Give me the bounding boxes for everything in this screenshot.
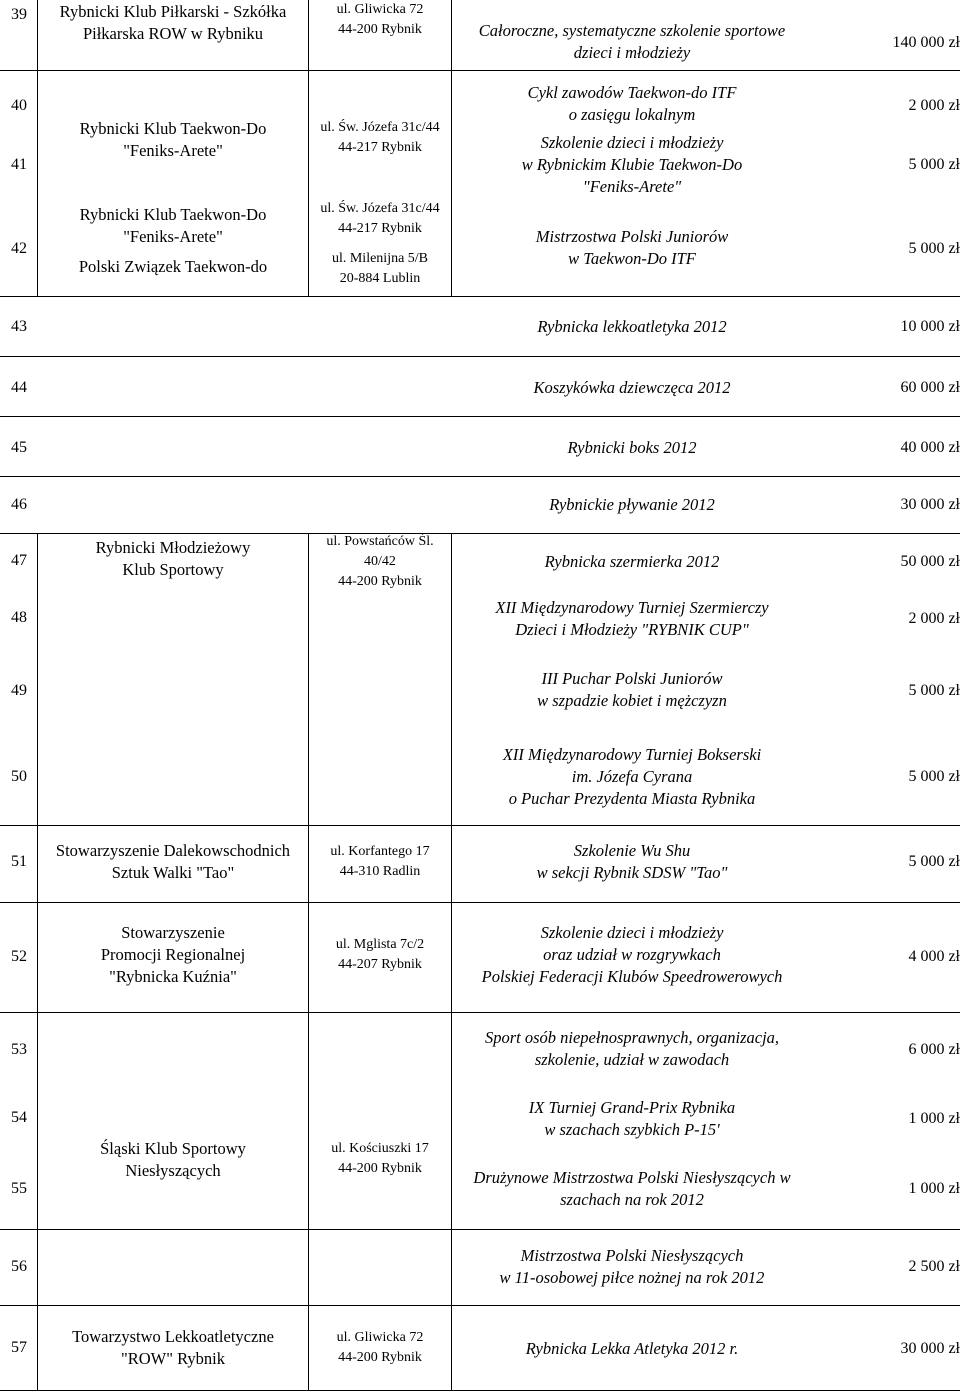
task-title: Szkolenie dzieci i młodzieży w Rybnickim Klubie Taekwon-Do "Feniks-Arete" bbox=[521, 133, 743, 196]
row-divider bbox=[0, 1012, 960, 1013]
grant-amount: 2 500 zł bbox=[908, 1258, 960, 1275]
grant-amount: 6 000 zł bbox=[908, 1041, 960, 1058]
row-divider bbox=[0, 902, 960, 903]
organization-name: Stowarzyszenie Promocji Regionalnej "Rybnicka Kuźnia" bbox=[100, 923, 246, 986]
organization-name: Rybnicki Młodzieżowy Klub Sportowy bbox=[95, 538, 251, 579]
row-divider bbox=[0, 416, 960, 417]
grant-amount: 4 000 zł bbox=[908, 948, 960, 965]
row-number: 57 bbox=[11, 1339, 27, 1356]
task-title: XII Międzynarodowy Turniej Bokserski im. Józefa Cyrana o Puchar Prezydenta Miasta Rybnika bbox=[502, 745, 762, 808]
row-number: 53 bbox=[11, 1041, 27, 1058]
organization-address: ul. Korfantego 17 44-310 Radlin bbox=[330, 844, 430, 879]
row-number: 40 bbox=[11, 97, 27, 114]
row-number: 46 bbox=[11, 496, 27, 513]
task-title: Rybnicka szermierka 2012 bbox=[544, 552, 720, 571]
row-number: 54 bbox=[11, 1109, 27, 1126]
grant-amount: 2 000 zł bbox=[908, 97, 960, 114]
grant-amount: 2 000 zł bbox=[908, 610, 960, 627]
row-number: 45 bbox=[11, 439, 27, 456]
grant-amount: 1 000 zł bbox=[908, 1180, 960, 1197]
task-title: Szkolenie Wu Shu w sekcji Rybnik SDSW "Tao" bbox=[536, 841, 728, 882]
task-title: Rybnicki boks 2012 bbox=[567, 438, 697, 457]
grant-amount: 140 000 zł bbox=[892, 34, 960, 51]
task-title: Całoroczne, systematyczne szkolenie sportowe dzieci i młodzieży bbox=[478, 21, 786, 62]
organization-address: ul. Gliwicka 72 44-200 Rybnik bbox=[336, 2, 424, 37]
row-number: 48 bbox=[11, 609, 27, 626]
row-number: 42 bbox=[11, 240, 27, 257]
grant-amount: 40 000 zł bbox=[900, 439, 960, 456]
grant-amount: 5 000 zł bbox=[908, 682, 960, 699]
organization-address: ul. Powstańców Śl. 40/42 44-200 Rybnik bbox=[326, 534, 434, 589]
task-title: III Puchar Polski Juniorów w szpadzie kobiet i mężczyzn bbox=[537, 669, 727, 710]
grant-amount: 5 000 zł bbox=[908, 768, 960, 785]
organization-name: Rybnicki Klub Taekwon-Do "Feniks-Arete" bbox=[79, 119, 267, 160]
task-title: Koszykówka dziewczęca 2012 bbox=[533, 378, 731, 397]
grant-amount: 10 000 zł bbox=[900, 318, 960, 335]
row-number: 49 bbox=[11, 682, 27, 699]
row-divider bbox=[0, 70, 960, 71]
organization-address: ul. Mglista 7c/2 44-207 Rybnik bbox=[335, 937, 425, 972]
organization-name: Stowarzyszenie Dalekowschodnich Sztuk Walki "Tao" bbox=[55, 841, 291, 882]
task-title: Szkolenie dzieci i młodzieży oraz udział w rozgrywkach Polskiej Federacji Klubów Speedrowerowych bbox=[481, 923, 783, 986]
task-title: Sport osób niepełnosprawnych, organizacja, szkolenie, udział w zawodach bbox=[484, 1028, 780, 1069]
row-divider bbox=[0, 825, 960, 826]
row-number: 47 bbox=[11, 552, 27, 569]
row-divider bbox=[0, 476, 960, 477]
organization-name: Rybnicki Klub Taekwon-Do "Feniks-Arete" Polski Związek Taekwon-do bbox=[78, 205, 268, 276]
row-number: 39 bbox=[11, 6, 27, 23]
task-title: Drużynowe Mistrzostwa Polski Niesłyszących w szachach na rok 2012 bbox=[473, 1168, 791, 1209]
organization-address: ul. Kościuszki 17 44-200 Rybnik bbox=[331, 1141, 429, 1176]
task-title: Rybnickie pływanie 2012 bbox=[549, 495, 715, 514]
organization-address: ul. Św. Józefa 31c/44 44-217 Rybnik bbox=[320, 120, 440, 155]
grant-amount: 5 000 zł bbox=[908, 240, 960, 257]
organization-name: Rybnicki Klub Piłkarski - Szkółka Piłkarska ROW w Rybniku bbox=[59, 2, 287, 43]
row-divider bbox=[0, 356, 960, 357]
grant-amount: 5 000 zł bbox=[908, 853, 960, 870]
row-number: 43 bbox=[11, 318, 27, 335]
grant-amount: 60 000 zł bbox=[900, 379, 960, 396]
grant-amount: 30 000 zł bbox=[900, 1340, 960, 1357]
organization-address: ul. Św. Józefa 31c/44 44-217 Rybnik ul. Milenijna 5/B 20-884 Lublin bbox=[320, 201, 440, 286]
grant-amount: 1 000 zł bbox=[908, 1110, 960, 1127]
row-divider bbox=[0, 533, 960, 534]
row-number: 41 bbox=[11, 156, 27, 173]
row-number: 51 bbox=[11, 853, 27, 870]
task-title: IX Turniej Grand-Prix Rybnika w szachach szybkich P-15' bbox=[528, 1098, 736, 1139]
task-title: Rybnicka lekkoatletyka 2012 bbox=[537, 317, 727, 336]
grant-amount: 5 000 zł bbox=[908, 156, 960, 173]
organization-address: ul. Gliwicka 72 44-200 Rybnik bbox=[336, 1330, 424, 1365]
grant-amount: 30 000 zł bbox=[900, 496, 960, 513]
row-divider bbox=[0, 1229, 960, 1230]
organization-name: Śląski Klub Sportowy Niesłyszących bbox=[100, 1139, 246, 1180]
task-title: XII Międzynarodowy Turniej Szermierczy Dzieci i Młodzieży "RYBNIK CUP" bbox=[495, 598, 769, 639]
row-number: 44 bbox=[11, 379, 27, 396]
row-divider bbox=[0, 296, 960, 297]
row-divider bbox=[0, 1390, 960, 1391]
row-number: 55 bbox=[11, 1180, 27, 1197]
task-title: Mistrzostwa Polski Juniorów w Taekwon-Do ITF bbox=[535, 227, 729, 268]
row-number: 56 bbox=[11, 1258, 27, 1275]
row-number: 52 bbox=[11, 948, 27, 965]
organization-name: Towarzystwo Lekkoatletyczne "ROW" Rybnik bbox=[72, 1327, 274, 1368]
grant-amount: 50 000 zł bbox=[900, 553, 960, 570]
task-title: Rybnicka Lekka Atletyka 2012 r. bbox=[525, 1339, 739, 1358]
row-divider bbox=[0, 1305, 960, 1306]
task-title: Cykl zawodów Taekwon-do ITF o zasięgu lokalnym bbox=[527, 83, 737, 124]
task-title: Mistrzostwa Polski Niesłyszących w 11-osobowej piłce nożnej na rok 2012 bbox=[499, 1246, 765, 1287]
row-number: 50 bbox=[11, 768, 27, 785]
